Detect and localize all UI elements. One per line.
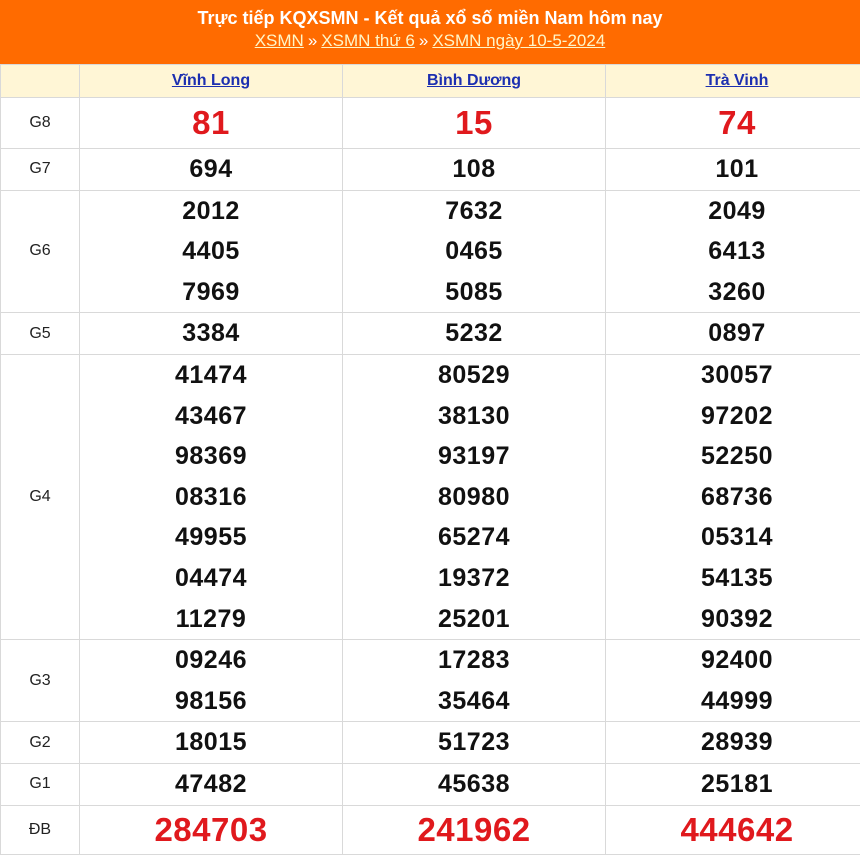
page-header: [0, 0, 860, 64]
breadcrumb-link-xsmn[interactable]: XSMN: [254, 31, 304, 50]
prize-number: 97202: [700, 401, 774, 430]
prize-number: 35464: [437, 686, 511, 715]
prize-cell: [343, 722, 606, 764]
prize-number: 7969: [182, 277, 240, 306]
prize-number: 74: [718, 104, 756, 141]
prize-cell: [343, 149, 606, 191]
prize-cell: [606, 640, 860, 722]
prize-cell: [343, 763, 606, 805]
prize-number: 38130: [437, 401, 511, 430]
prize-number: 81: [192, 104, 230, 141]
results-table: [0, 64, 860, 855]
province-header: [606, 65, 860, 98]
prize-number: 444642: [680, 810, 794, 848]
prize-cell: [343, 313, 606, 355]
prize-number: 80980: [437, 482, 511, 511]
prize-number: 2049: [708, 196, 766, 225]
breadcrumb-link-xsmn-thu-6[interactable]: XSMN thứ 6: [321, 31, 415, 50]
prize-number: 80529: [437, 360, 511, 389]
prize-cell: [343, 190, 606, 313]
province-header-row: [1, 65, 860, 98]
prize-tier-label: G2: [1, 722, 80, 764]
prize-number: 44999: [700, 686, 774, 715]
prize-row: [1, 98, 860, 149]
prize-number: 284703: [154, 810, 268, 848]
prize-number: 15: [455, 104, 493, 141]
prize-number: 45638: [437, 769, 511, 798]
prize-row: [1, 354, 860, 639]
prize-number: 101: [715, 155, 759, 183]
prize-cell: [606, 354, 860, 639]
prize-cell: [80, 98, 343, 149]
prize-cell: [80, 805, 343, 854]
prize-number: 4405: [182, 237, 240, 266]
prize-number: 5232: [445, 319, 503, 348]
prize-number: 04474: [174, 563, 248, 592]
prize-number: 3384: [182, 319, 240, 348]
prize-number: 3260: [708, 277, 766, 306]
prize-number: 11279: [175, 604, 247, 633]
prize-tier-label: ĐB: [1, 805, 80, 854]
prize-tier-label: G1: [1, 763, 80, 805]
prize-row: [1, 640, 860, 722]
province-link-vinh-long[interactable]: Vĩnh Long: [171, 72, 251, 89]
prize-tier-label: G6: [1, 190, 80, 313]
prize-row: [1, 722, 860, 764]
prize-number: 5085: [445, 277, 503, 306]
prize-cell: [80, 640, 343, 722]
prize-number: 28939: [700, 728, 774, 757]
prize-number: 90392: [700, 604, 774, 633]
prize-number: 19372: [437, 563, 511, 592]
prize-cell: [80, 763, 343, 805]
prize-cell: [606, 722, 860, 764]
province-link-binh-duong[interactable]: Bình Dương: [426, 72, 522, 89]
prize-tier-label: G8: [1, 98, 80, 149]
prize-number: 18015: [174, 728, 248, 757]
page-title: Trực tiếp KQXSMN - Kết quả xổ số miền Nam hôm nay: [197, 8, 663, 28]
prize-number: 17283: [437, 646, 511, 675]
prize-cell: [343, 354, 606, 639]
prize-number: 09246: [174, 646, 248, 675]
prize-number: 25181: [700, 769, 774, 798]
prize-cell: [80, 354, 343, 639]
prize-cell: [80, 722, 343, 764]
prize-cell: [606, 190, 860, 313]
province-link-tra-vinh[interactable]: Trà Vinh: [705, 72, 769, 89]
prize-tier-label: G7: [1, 149, 80, 191]
prize-number: 51723: [437, 728, 511, 757]
prize-number: 7632: [445, 196, 503, 225]
prize-number: 30057: [700, 360, 774, 389]
prize-cell: [606, 149, 860, 191]
prize-number: 65274: [437, 523, 511, 552]
prize-number: 68736: [700, 482, 774, 511]
corner-cell: [1, 65, 80, 98]
prize-number: 93197: [437, 442, 511, 471]
prize-tier-label: G4: [1, 354, 80, 639]
prize-number: 6413: [708, 237, 766, 266]
prize-cell: [606, 98, 860, 149]
prize-number: 52250: [700, 442, 774, 471]
breadcrumb-link-xsmn-ngay[interactable]: XSMN ngày 10-5-2024: [432, 31, 606, 50]
prize-number: 47482: [174, 769, 248, 798]
breadcrumb-separator: »: [307, 31, 318, 50]
prize-number: 49955: [174, 523, 248, 552]
province-header: [343, 65, 606, 98]
prize-row: [1, 763, 860, 805]
prize-number: 2012: [182, 196, 240, 225]
prize-tier-label: G3: [1, 640, 80, 722]
prize-cell: [606, 763, 860, 805]
prize-number: 0897: [708, 319, 766, 348]
prize-row: [1, 149, 860, 191]
prize-number: 241962: [417, 810, 531, 848]
prize-number: 54135: [700, 563, 774, 592]
prize-tier-label: G5: [1, 313, 80, 355]
prize-number: 43467: [174, 401, 248, 430]
prize-cell: [80, 149, 343, 191]
prize-cell: [343, 640, 606, 722]
prize-cell: [606, 805, 860, 854]
breadcrumb: [0, 29, 860, 53]
prize-row: [1, 313, 860, 355]
prize-cell: [80, 313, 343, 355]
province-header: [80, 65, 343, 98]
prize-cell: [606, 313, 860, 355]
prize-number: 08316: [174, 482, 248, 511]
prize-table-body: [1, 98, 860, 855]
prize-cell: [343, 805, 606, 854]
prize-number: 98156: [174, 686, 248, 715]
prize-number: 92400: [700, 646, 774, 675]
prize-cell: [343, 98, 606, 149]
prize-number: 25201: [437, 604, 511, 633]
prize-number: 98369: [174, 442, 248, 471]
prize-cell: [80, 190, 343, 313]
prize-row: [1, 805, 860, 854]
prize-number: 0465: [445, 237, 503, 266]
breadcrumb-separator: »: [418, 31, 429, 50]
prize-number: 694: [189, 155, 233, 183]
prize-row: [1, 190, 860, 313]
prize-number: 108: [452, 155, 496, 183]
prize-number: 41474: [174, 360, 248, 389]
prize-number: 05314: [700, 523, 774, 552]
